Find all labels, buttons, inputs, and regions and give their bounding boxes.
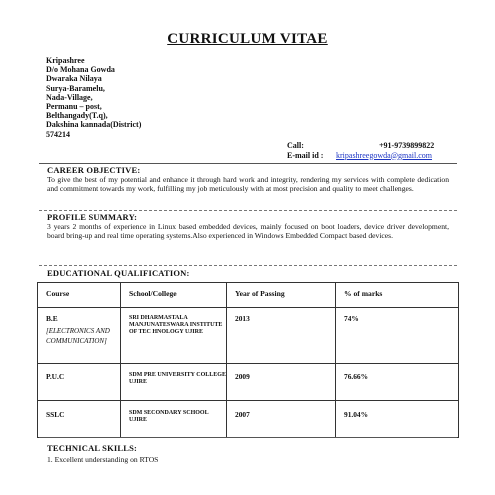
column-header: School/College (121, 283, 227, 308)
document-title: CURRICULUM VITAE (167, 31, 328, 47)
school-cell: SRI DHARMASTALA MANJUNATESWARA INSTITUTE OF TEC HNOLOGY UJIRE (121, 308, 227, 364)
email-row (287, 150, 433, 161)
table-row (38, 401, 459, 438)
marks-cell: 91.04% (336, 401, 459, 438)
course-cell: SSLC (38, 401, 121, 438)
table-header-row (38, 283, 459, 308)
address-line: Surya-Baramelu, (46, 83, 105, 93)
address-line: Belthangady(T.q), (46, 111, 108, 121)
table-row (38, 364, 459, 401)
year-cell: 2009 (227, 364, 336, 401)
divider (39, 210, 457, 211)
column-header: Year of Passing (227, 283, 336, 308)
address-line: 574214 (46, 129, 70, 139)
email-label: E-mail id : (287, 150, 324, 160)
address-line: D/o Mohana Gowda (46, 65, 115, 75)
course-cell (38, 308, 121, 364)
profile-heading: PROFILE SUMMARY: (47, 212, 138, 222)
contact-block (287, 141, 435, 160)
skills-list-item: 1. Excellent understanding on RTOS (47, 455, 159, 464)
address-block (46, 56, 141, 139)
phone-row (287, 141, 435, 151)
course-name: B.E (46, 314, 58, 323)
course-specialization: [ELECTRONICS AND COMMUNICATION] (46, 327, 110, 345)
phone-value: +91-9739899822 (379, 141, 435, 150)
phone-label: Call: (287, 141, 304, 150)
profile-text: 3 years 2 months of experience in Linux based embedded devices, mainly focused on boot loaders, device driver development, board bring-up and real time operating systems.Also experienced in Windows Embedded Compact based devices. (47, 222, 449, 241)
year-cell: 2007 (227, 401, 336, 438)
skills-heading: TECHNICAL SKILLS: (47, 443, 138, 453)
career-heading: CAREER OBJECTIVE: (47, 165, 141, 175)
course-cell: P.U.C (38, 364, 121, 401)
table-row (38, 308, 459, 364)
divider (39, 265, 457, 266)
marks-cell: 74% (336, 308, 459, 364)
column-header: % of marks (336, 283, 459, 308)
education-table (37, 282, 459, 438)
marks-cell: 76.66% (336, 364, 459, 401)
address-line: Dwaraka Nilaya (46, 74, 102, 84)
school-cell: SDM SECONDARY SCHOOL UJIRE (121, 401, 227, 438)
column-header: Course (38, 283, 121, 308)
career-text: To give the best of my potential and enhance it through hard work and integrity, rendering my services with complete dedication and commitment towards my work, fulfilling my job meticulously with at most precision and quality to meet challenges. (47, 175, 449, 194)
divider (39, 437, 457, 438)
address-line: Dakshina kannada(District) (46, 120, 142, 130)
email-link[interactable]: kripashreegowda@gmail.com (336, 150, 433, 160)
year-cell: 2013 (227, 308, 336, 364)
address-line: Kripashree (46, 56, 85, 65)
divider (39, 163, 457, 164)
school-cell: SDM PRE UNIVERSITY COLLEGE UJIRE (121, 364, 227, 401)
address-line: Permanu – post, (46, 102, 102, 112)
address-line: Nada-Village, (46, 92, 93, 102)
education-heading: EDUCATIONAL QUALIFICATION: (47, 268, 190, 278)
